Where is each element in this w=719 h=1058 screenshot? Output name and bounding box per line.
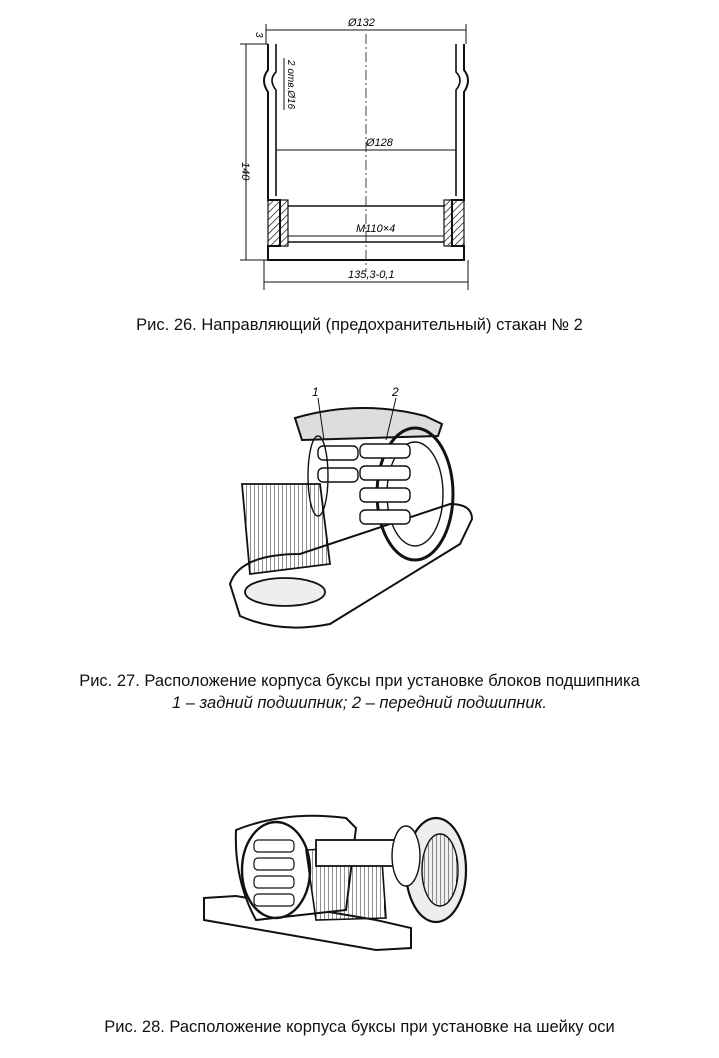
figure-27-illustration xyxy=(210,384,480,634)
dim-thread: М110×4 xyxy=(356,223,396,235)
callout-2: 2 xyxy=(392,385,399,399)
figure-26-drawing xyxy=(230,10,500,295)
figure-26-caption: Рис. 26. Направляющий (предохранительный) стакан № 2 xyxy=(136,316,583,334)
dim-holes: 2 отв.Ø16 xyxy=(285,60,296,110)
dim-base-width: 135,3-0,1 xyxy=(348,269,395,281)
figure-28-illustration xyxy=(196,800,496,970)
callout-1: 1 xyxy=(312,385,319,399)
dim-top-offset: 3 xyxy=(253,32,264,38)
dim-height: 140 xyxy=(239,162,251,181)
figure-28-caption: Рис. 28. Расположение корпуса буксы при установке на шейку оси xyxy=(104,1018,615,1036)
figure-27-caption: Рис. 27. Расположение корпуса буксы при установке блоков подшипника 1 – задний подшипник; 2 – передний подшипник. xyxy=(0,672,719,713)
dim-outer-diameter: Ø132 xyxy=(348,17,375,29)
dim-inner-diameter: Ø128 xyxy=(366,137,393,149)
figure-27-subcaption: 1 – задний подшипник; 2 – передний подшипник. xyxy=(172,694,547,712)
